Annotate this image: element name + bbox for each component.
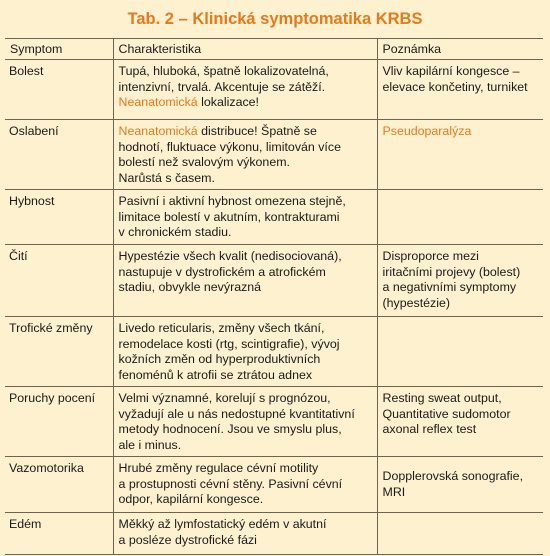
symptom-cell: Bolest bbox=[5, 60, 113, 120]
text-line: a posléze dystrofické fázi bbox=[118, 532, 257, 547]
text-line: elevace končetiny, turniket bbox=[382, 79, 528, 94]
table-row bbox=[5, 457, 543, 513]
table-row bbox=[5, 190, 543, 245]
note-cell bbox=[377, 245, 543, 317]
symptom-cell: Oslabení bbox=[5, 120, 113, 190]
text-line: a negativními symptomy bbox=[382, 280, 517, 295]
text-line: metody hodnocení. Jsou ve smyslu plus, bbox=[118, 422, 342, 437]
text-line: Velmi významné, korelují s prognózou, bbox=[118, 391, 331, 406]
text-line: v chronickém stadiu. bbox=[118, 225, 232, 240]
text-line bbox=[119, 95, 372, 110]
highlight-text: Neanatomická bbox=[118, 95, 198, 110]
text-line: vyžadují ale u nás nedostupné kvantitativní bbox=[118, 406, 355, 421]
text-fragment: distribuce! Špatně se bbox=[197, 124, 317, 139]
note-cell bbox=[377, 387, 543, 457]
text-line: fenoménů k atrofii se ztrátou adnex bbox=[118, 367, 313, 382]
text-line: limitace bolestí v akutním, kontrakturami bbox=[118, 209, 340, 224]
symptom-cell: Edém bbox=[5, 513, 113, 555]
text-line: MRI bbox=[382, 484, 406, 499]
characteristic-cell bbox=[113, 457, 377, 513]
text-fragment: lokalizace! bbox=[197, 95, 259, 110]
text-line: stadiu, obvykle nevýrazná bbox=[118, 280, 262, 295]
header-row bbox=[5, 39, 543, 60]
text-line: nastupuje v dystrofickém a atrofickém bbox=[118, 264, 326, 279]
text-line: Hrubé změny regulace cévní motility bbox=[118, 461, 319, 476]
text-line: Měkký až lymfostatický edém v akutní bbox=[118, 517, 327, 532]
text-line: a prostupnosti cévní stěny. Pasivní cévní bbox=[118, 476, 343, 491]
text-line: Dopplerovská sonografie, bbox=[382, 469, 524, 484]
symptom-cell: Trofické změny bbox=[5, 317, 113, 387]
characteristic-cell bbox=[113, 120, 377, 190]
text-line: Livedo reticularis, změny všech tkání, bbox=[118, 321, 325, 336]
header-symptom: Symptom bbox=[5, 39, 113, 60]
characteristic-cell bbox=[113, 245, 377, 317]
table-row bbox=[5, 120, 543, 190]
characteristic-cell bbox=[113, 513, 377, 555]
note-cell bbox=[377, 457, 543, 513]
table-row bbox=[5, 513, 543, 555]
text-line: Pasivní i aktivní hybnost omezena stejně, bbox=[118, 194, 346, 209]
characteristic-cell bbox=[113, 190, 377, 245]
highlight-text: Pseudoparalýza bbox=[382, 124, 472, 139]
text-line: hodnotí, fluktuace výkonu, limitován více bbox=[118, 139, 341, 154]
text-line: iritačními projevy (bolest) bbox=[382, 264, 521, 279]
text-line: axonal reflex test bbox=[382, 422, 477, 437]
symptom-table bbox=[5, 38, 543, 555]
characteristic-cell bbox=[113, 317, 377, 387]
note-cell bbox=[377, 60, 543, 120]
characteristic-cell bbox=[113, 60, 377, 120]
note-cell bbox=[377, 190, 543, 245]
symptom-cell: Vazomotorika bbox=[5, 457, 113, 513]
header-poznamka: Poznámka bbox=[377, 39, 543, 60]
table-row bbox=[5, 60, 543, 120]
table-row bbox=[5, 317, 543, 387]
symptom-cell: Hybnost bbox=[5, 190, 113, 245]
table-row bbox=[5, 245, 543, 317]
text-line: ale i minus. bbox=[118, 437, 182, 452]
symptom-cell: Poruchy pocení bbox=[5, 387, 113, 457]
text-line: Narůstá s časem. bbox=[118, 170, 215, 185]
text-line: Vliv kapilární kongesce – bbox=[382, 64, 520, 79]
characteristic-cell bbox=[113, 387, 377, 457]
text-line: (hypestézie) bbox=[382, 295, 450, 310]
header-charakteristika: Charakteristika bbox=[113, 39, 377, 60]
text-line bbox=[119, 124, 372, 139]
text-line: Quantitative sudomotor bbox=[382, 406, 511, 421]
symptom-cell: Čití bbox=[5, 245, 113, 317]
table-row bbox=[5, 387, 543, 457]
note-cell bbox=[377, 120, 543, 190]
note-cell bbox=[377, 317, 543, 387]
note-cell bbox=[377, 513, 543, 555]
text-line: Hypestézie všech kvalit (nedisociovaná), bbox=[118, 249, 342, 264]
highlight-text: Neanatomická bbox=[118, 124, 198, 139]
text-line: Disproporce mezi bbox=[382, 249, 479, 264]
text-line: odpor, kapilární kongesce. bbox=[118, 492, 264, 507]
table-title: Tab. 2 – Klinická symptomatika KRBS bbox=[127, 10, 423, 28]
text-line: Tupá, hluboká, špatně lokalizovatelná, bbox=[118, 64, 329, 79]
text-line: kožních změn od hyperproduktivních bbox=[118, 352, 321, 367]
text-line: Resting sweat output, bbox=[382, 391, 502, 406]
text-line: intenzivní, trvalá. Akcentuje se zátěží. bbox=[118, 79, 326, 94]
text-line: bolestí než svalovým výkonem. bbox=[118, 155, 290, 170]
text-line: remodelace kosti (rtg, scintigrafie), vývoj bbox=[118, 336, 340, 351]
